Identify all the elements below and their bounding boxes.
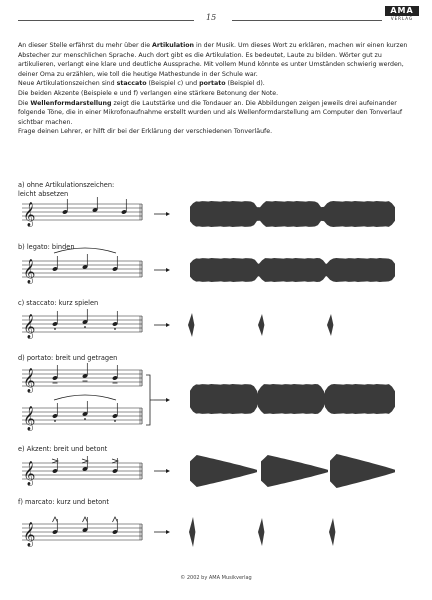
waveform (258, 314, 264, 336)
bold-term: portato (199, 80, 226, 88)
arrow-icon (166, 469, 170, 473)
treble-clef-icon: 𝄞 (23, 202, 36, 226)
example-a-sublabel: leicht absetzen (18, 190, 69, 198)
arrow-icon (166, 212, 170, 216)
arrow-icon (166, 323, 170, 327)
text-run: An dieser Stelle erfährst du mehr über die (18, 42, 153, 49)
waveform (190, 384, 395, 414)
text-run: Frage deinen Lehrer, er hilft dir bei der Erklärung der verschiedenen Tonverläufe. (18, 128, 273, 136)
staccato-dot (114, 420, 116, 422)
example-e-label: e) Akzent: breit und betont (18, 445, 108, 453)
staccato-dot (84, 418, 86, 420)
text-run: Neue Artikulationszeichen sind (18, 80, 117, 88)
marcato-mark (53, 517, 58, 522)
example-d-label: d) portato: breit und getragen (18, 354, 118, 362)
bracket (146, 375, 154, 425)
waveform (330, 454, 395, 488)
logo-subtext: VERLAG (390, 16, 414, 21)
text-run: Die beiden Akzente (Beispiele e und f) verlangen eine stärkere Betonung der Note. (18, 89, 279, 97)
treble-clef-icon: 𝄞 (23, 522, 36, 546)
bold-term: staccato (116, 80, 147, 88)
waveform (329, 518, 335, 546)
arrow-icon (166, 398, 170, 402)
text-run: Die (18, 99, 31, 107)
treble-clef-icon: 𝄞 (23, 259, 36, 283)
waveform (261, 455, 328, 487)
portato-slur (54, 395, 116, 400)
staccato-dot (84, 326, 86, 328)
arrow-icon (166, 530, 170, 534)
legato-slur (54, 248, 116, 253)
text-run: (Beispiel c) und (146, 80, 200, 88)
bold-term: Wellenformdarstellung (30, 99, 112, 107)
waveform (258, 518, 264, 546)
marcato-mark (83, 517, 88, 522)
marcato-mark (113, 517, 118, 522)
waveform (189, 517, 195, 547)
example-b-label: b) legato: binden (18, 243, 75, 251)
waveform (188, 313, 194, 337)
waveform (327, 314, 333, 336)
text-run: in der Musik. Um dieses Wort zu erklären, machen wir einen kurzen Abstecher zur menschlichen Sprache. Auch dort gibt es die Artikulation. Es bedeutet, Laute zu bilden. Wörter gut zu artikulieren, verlangt eine klare und deutliche Aussprache. Mit vollem Mund könnte es unter Umständen schwierig werden, deiner Oma zu erzählen, wie toll die heutige Mathestunde in der Schule war. (18, 42, 408, 78)
treble-clef-icon: 𝄞 (23, 406, 36, 430)
text-run: zeigt die Lautstärke und die Tondauer an. Die Abbildungen zeigen jeweils drei aufeinander folgende Töne, die in einer Mikrofonaufnahme erstellt wurden und als Wellenformdarstellung am Computer den Tonverlauf sichtbar machen. (18, 99, 403, 126)
bold-term: Artikulation (152, 42, 195, 49)
treble-clef-icon: 𝄞 (23, 461, 36, 485)
staccato-dot (54, 420, 56, 422)
copyright-footer: © 2002 by AMA Musikverlag (180, 575, 252, 581)
waveform (190, 258, 395, 282)
example-a-label: a) ohne Artikulationszeichen: (18, 181, 115, 189)
example-c-label: c) staccato: kurz spielen (18, 299, 99, 307)
waveform (190, 201, 395, 227)
treble-clef-icon: 𝄞 (23, 368, 36, 392)
example-f-label: f) marcato: kurz und betont (18, 498, 109, 506)
staccato-dot (114, 328, 116, 330)
treble-clef-icon: 𝄞 (23, 314, 36, 338)
logo-text: AMA (385, 6, 419, 16)
page-number: 15 (206, 13, 217, 22)
staccato-dot (54, 328, 56, 330)
text-run: (Beispiel d). (225, 80, 265, 88)
waveform (190, 455, 257, 487)
arrow-icon (166, 268, 170, 272)
